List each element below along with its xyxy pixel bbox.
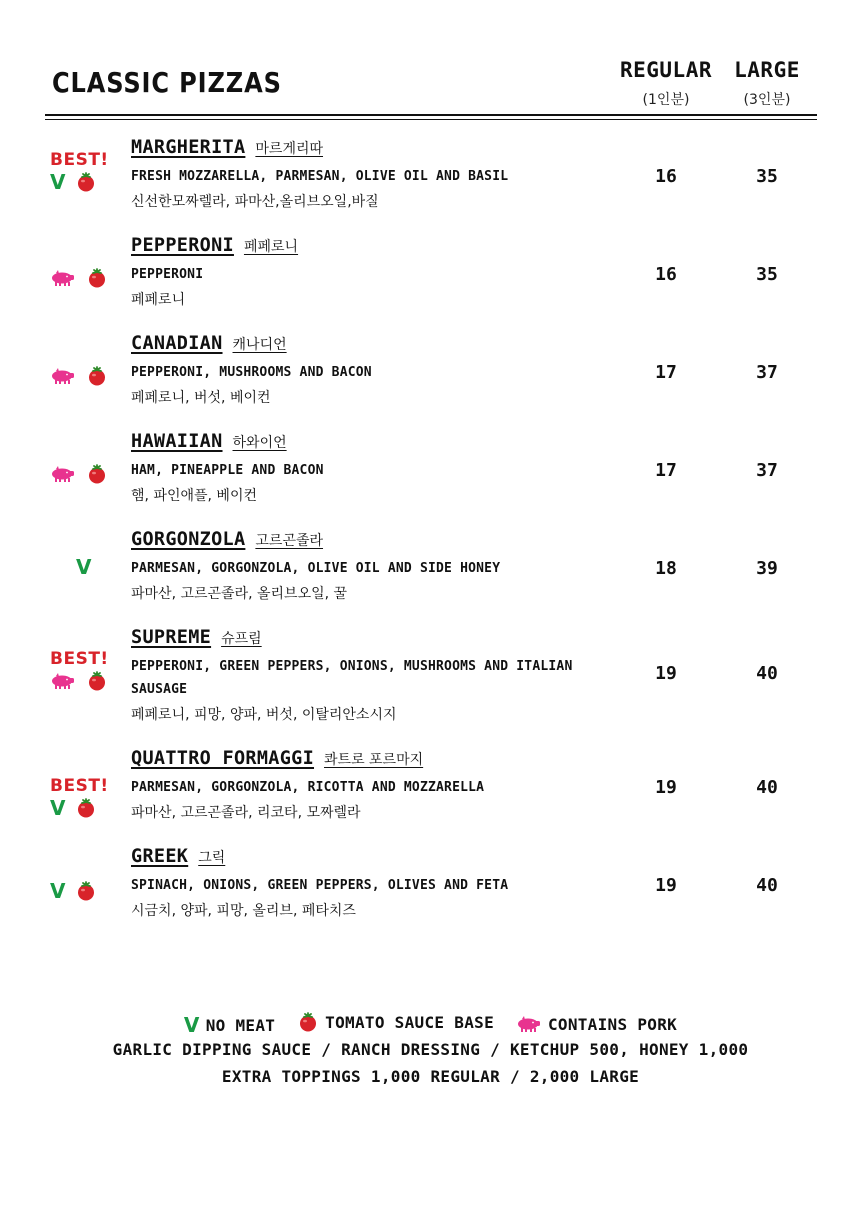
vegetarian-icon: V [76, 555, 92, 579]
item-badges [50, 364, 120, 388]
regular-price: 19 [655, 663, 677, 684]
item-name-korean: 그릭 [198, 850, 226, 866]
vegetarian-icon: V [50, 170, 66, 194]
item-name-korean: 페페로니 [243, 239, 299, 255]
regular-price: 17 [655, 362, 677, 383]
item-name: PEPPERONI [131, 235, 234, 256]
item-description-korean: 신선한모짜렐라, 파마산,올리브오일,바질 [131, 194, 379, 210]
legend-line-2: GARLIC DIPPING SAUCE / RANCH DRESSING / KETCHUP 500, HONEY 1,000 [112, 1040, 749, 1059]
tomato-icon [86, 366, 108, 386]
item-name: QUATTRO FORMAGGI [131, 748, 315, 769]
large-price: 35 [756, 264, 778, 285]
large-price: 40 [756, 875, 778, 896]
regular-price: 18 [655, 558, 677, 579]
item-name-korean: 하와이언 [232, 435, 287, 451]
pork-icon [50, 466, 76, 482]
item-badges [50, 879, 120, 903]
regular-price: 19 [655, 875, 677, 896]
regular-column-sub: (1인분) [642, 92, 690, 108]
large-price: 39 [756, 558, 778, 579]
item-name-line [131, 137, 323, 158]
item-name-korean: 캐나디언 [232, 337, 287, 353]
item-badges [50, 649, 120, 693]
item-name-line [131, 627, 262, 648]
item-description-korean: 파마산, 고르곤졸라, 리코타, 모짜렐라 [131, 805, 361, 821]
best-badge: BEST! [50, 649, 109, 669]
item-name-korean: 슈프림 [221, 631, 262, 647]
item-name-line [131, 431, 287, 452]
header-rule [45, 114, 817, 116]
item-icon-row [50, 796, 120, 820]
item-icon-row [50, 462, 120, 486]
item-name: CANADIAN [131, 333, 223, 354]
item-description-korean: 페페로니, 버섯, 베이컨 [131, 390, 271, 406]
legend-line-3: EXTRA TOPPINGS 1,000 REGULAR / 2,000 LARGE [221, 1067, 640, 1086]
item-name-line [131, 529, 323, 550]
tomato-icon [75, 172, 97, 192]
item-icon-row [50, 555, 120, 579]
tomato-icon [86, 464, 108, 484]
tomato-icon [86, 671, 108, 691]
pork-icon [50, 368, 76, 384]
item-description-korean: 페페로니, 피망, 양파, 버섯, 이탈리안소시지 [131, 707, 397, 723]
item-description: FRESH MOZZARELLA, PARMESAN, OLIVE OIL AND BASIL [131, 169, 509, 184]
page-title: CLASSIC PIZZAS [52, 66, 282, 99]
item-description: PARMESAN, GORGONZOLA, OLIVE OIL AND SIDE HONEY [131, 561, 501, 576]
item-name-korean: 고르곤졸라 [255, 533, 324, 549]
legend-line-1 [0, 1012, 861, 1036]
item-description-korean: 시금치, 양파, 피망, 올리브, 페타치즈 [131, 903, 356, 919]
item-badges [50, 555, 120, 579]
item-icon-row [50, 266, 120, 290]
vegetarian-icon: V [50, 879, 66, 903]
large-price: 35 [756, 166, 778, 187]
pork-icon [50, 270, 76, 286]
large-column-sub: (3인분) [743, 92, 791, 108]
tomato-icon [75, 881, 97, 901]
legend-no-meat: V NO MEAT [183, 1013, 276, 1037]
item-description: PEPPERONI, MUSHROOMS AND BACON [131, 365, 372, 380]
item-name-line [131, 846, 225, 867]
item-description-korean: 햄, 파인애플, 베이컨 [131, 488, 257, 504]
item-icon-row [50, 170, 120, 194]
item-icon-row [50, 669, 120, 693]
item-name-line [131, 333, 287, 354]
regular-price: 17 [655, 460, 677, 481]
item-icon-row [50, 364, 120, 388]
tomato-icon [86, 268, 108, 288]
item-name: GORGONZOLA [131, 529, 246, 550]
large-price: 40 [756, 777, 778, 798]
best-badge: BEST! [50, 150, 109, 170]
regular-price: 19 [655, 777, 677, 798]
large-column-header: LARGE [734, 58, 800, 82]
item-badges [50, 150, 120, 194]
item-name-korean: 마르게리따 [255, 141, 324, 157]
item-badges [50, 266, 120, 290]
regular-price: 16 [655, 166, 677, 187]
item-name: GREEK [131, 846, 189, 867]
item-name-korean: 콰트로 포르마지 [324, 752, 424, 768]
item-name: MARGHERITA [131, 137, 246, 158]
item-name: SUPREME [131, 627, 212, 648]
pork-icon [50, 673, 76, 689]
item-icon-row [50, 879, 120, 903]
header-rule-thin [45, 119, 817, 120]
item-badges [50, 462, 120, 486]
large-price: 37 [756, 460, 778, 481]
pork-icon [516, 1016, 542, 1032]
item-description: HAM, PINEAPPLE AND BACON [131, 463, 324, 478]
item-name-line [131, 748, 423, 769]
item-name: HAWAIIAN [131, 431, 223, 452]
large-price: 40 [756, 663, 778, 684]
item-description: PEPPERONI, GREEN PEPPERS, ONIONS, MUSHROOMS AND ITALIAN SAUSAGE [131, 659, 573, 697]
large-price: 37 [756, 362, 778, 383]
regular-column-header: REGULAR [619, 58, 712, 82]
vegetarian-icon: V [183, 1013, 200, 1037]
regular-price: 16 [655, 264, 677, 285]
item-description: SPINACH, ONIONS, GREEN PEPPERS, OLIVES AND FETA [131, 878, 509, 893]
item-description-korean: 파마산, 고르곤졸라, 올리브오일, 꿀 [131, 586, 348, 602]
item-description-korean: 페페로니 [131, 292, 186, 308]
tomato-icon [297, 1012, 319, 1032]
item-description: PEPPERONI [131, 267, 204, 282]
item-description: PARMESAN, GORGONZOLA, RICOTTA AND MOZZARELLA [131, 780, 485, 795]
tomato-icon [75, 798, 97, 818]
vegetarian-icon: V [50, 796, 66, 820]
legend-pork: CONTAINS PORK [516, 1015, 677, 1034]
best-badge: BEST! [50, 776, 109, 796]
item-name-line [131, 235, 298, 256]
item-badges [50, 776, 120, 820]
legend-tomato: TOMATO SAUCE BASE [297, 1012, 494, 1032]
